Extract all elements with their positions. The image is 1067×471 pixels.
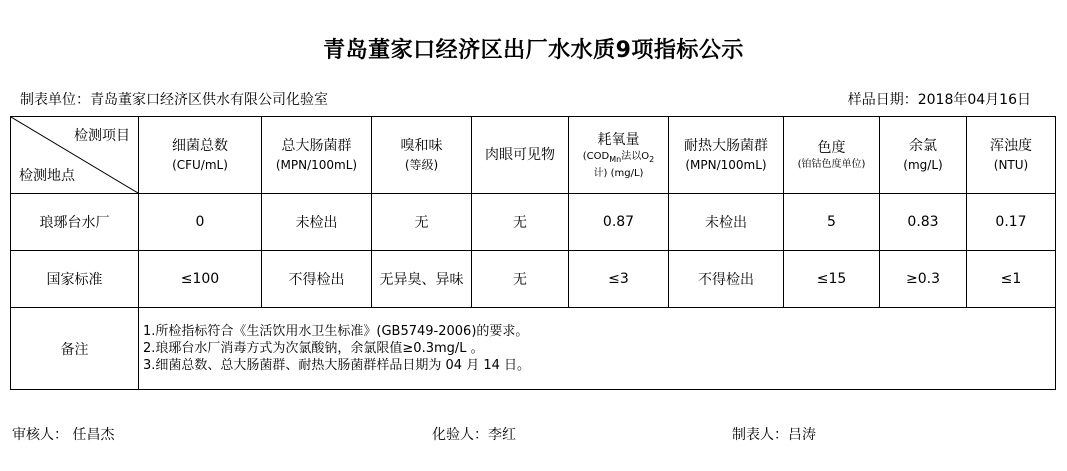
header-unit: (等级) — [404, 158, 439, 172]
table-cell: 不得检出 — [262, 251, 372, 308]
diag-location-label: 检测地点 — [19, 168, 75, 184]
notes-cell — [139, 308, 1056, 390]
table-cell: ≤15 — [784, 251, 880, 308]
table-cell: 无 — [372, 194, 472, 251]
header-unit: (铂钴色度单位) — [797, 159, 866, 170]
diag-item-label: 检测项目 — [74, 128, 130, 144]
note-line: 3.细菌总数、总大肠菌群、耐热大肠菌群样品日期为 04 月 14 日。 — [143, 358, 531, 373]
header-chlorine — [880, 117, 967, 194]
table-cell: 不得检出 — [669, 251, 784, 308]
table-cell: 无 — [472, 251, 569, 308]
header-label: 总大肠菌群 — [281, 138, 352, 154]
header-unit — [569, 150, 668, 167]
header-label: 耗氧量 — [597, 131, 640, 148]
unit-label: 制表单位：青岛董家口经济区供水有限公司化验室 — [20, 92, 328, 108]
table-row — [11, 251, 1056, 308]
header-unit: (mg/L) — [903, 158, 943, 172]
header-label: 浑浊度 — [990, 138, 1032, 154]
header-label: 嗅和味 — [400, 138, 443, 154]
table-cell: 5 — [784, 194, 880, 251]
cod-sub2: 2 — [649, 154, 655, 164]
header-unit-2: 计) (mg/L) — [593, 167, 644, 179]
row-label: 琅琊台水厂 — [11, 194, 139, 251]
cod-sub: Mn — [609, 154, 622, 164]
header-cod — [569, 117, 669, 194]
page-title: 青岛董家口经济区出厂水水质9项指标公示 — [323, 38, 744, 63]
row-label: 国家标准 — [11, 251, 139, 308]
table-cell: 0.83 — [880, 194, 967, 251]
header-unit: (CFU/mL) — [172, 158, 228, 172]
header-color — [784, 117, 880, 194]
note-line: 1.所检指标符合《生活饮用水卫生标准》(GB5749-2006)的要求。 — [143, 324, 529, 339]
cod-unit-a: (COD — [582, 150, 610, 162]
header-unit: (MPN/100mL) — [685, 158, 767, 172]
header-odor — [372, 117, 472, 194]
header-bacteria — [139, 117, 262, 194]
header-turbidity — [967, 117, 1056, 194]
table-cell: ≤3 — [569, 251, 669, 308]
cod-unit-b: 法以O — [621, 150, 650, 162]
notes-row — [11, 308, 1056, 390]
table-cell: 0.87 — [569, 194, 669, 251]
header-coliform — [262, 117, 372, 194]
diagonal-header-cell — [11, 117, 139, 194]
sample-date: 样品日期：2018年04月16日 — [847, 92, 1031, 108]
header-label: 耐热大肠菌群 — [684, 138, 768, 154]
table-cell: 无 — [472, 194, 569, 251]
header-label: 色度 — [817, 140, 846, 156]
table-cell: 未检出 — [262, 194, 372, 251]
note-line: 2.琅琊台水厂消毒方式为次氯酸钠，余氯限值≥0.3mg/L 。 — [143, 341, 484, 356]
header-label: 余氯 — [909, 138, 937, 154]
table-cell: 无异臭、异味 — [372, 251, 472, 308]
reviewer-signature: 审核人： 任昌杰 — [12, 427, 115, 443]
table-cell: ≤1 — [967, 251, 1056, 308]
notes-label: 备注 — [11, 308, 139, 390]
header-thermo-coliform — [669, 117, 784, 194]
header-unit: (MPN/100mL) — [275, 158, 358, 172]
water-quality-table — [10, 116, 1056, 390]
header-visible — [472, 117, 569, 194]
header-label: 肉眼可见物 — [485, 147, 555, 163]
header-row — [11, 117, 1056, 194]
table-cell: 未检出 — [669, 194, 784, 251]
tester-signature: 化验人：李红 — [432, 427, 516, 443]
table-cell: 0 — [139, 194, 262, 251]
table-cell: 0.17 — [967, 194, 1056, 251]
header-unit: (NTU) — [993, 158, 1029, 172]
header-label: 细菌总数 — [172, 138, 228, 154]
table-cell: ≤100 — [139, 251, 262, 308]
preparer-signature: 制表人：吕涛 — [732, 427, 816, 443]
table-cell: ≥0.3 — [880, 251, 967, 308]
table-row — [11, 194, 1056, 251]
